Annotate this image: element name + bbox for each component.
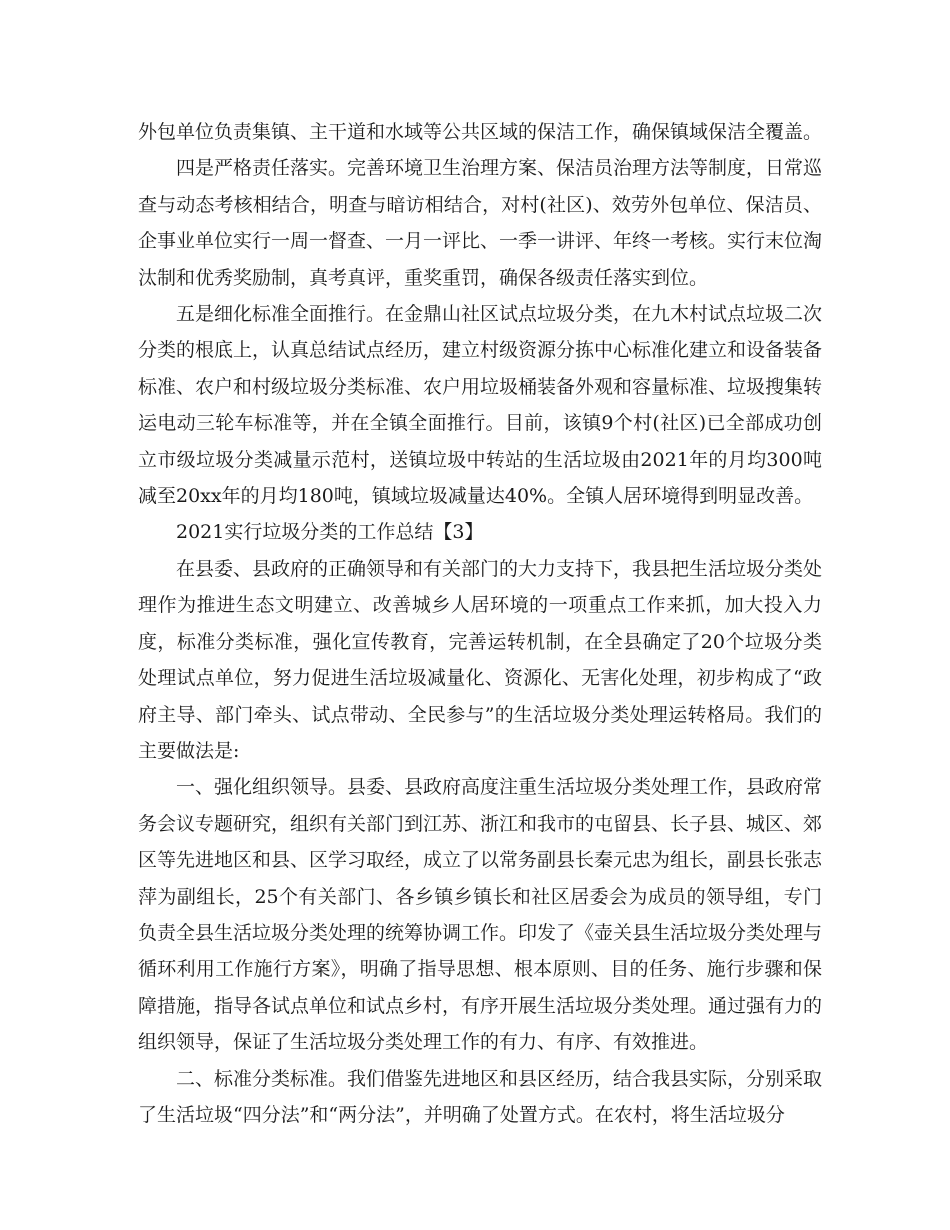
paragraph-classification-standards: 二、标准分类标准。我们借鉴先进地区和县区经历，结合我县实际，分别采取了生活垃圾“四分法”和“两分法”，并明确了处置方式。在农村，将生活垃圾分 xyxy=(138,1067,823,1126)
document-body xyxy=(138,114,822,1133)
paragraph-standards-rollout: 五是细化标准全面推行。在金鼎山社区试点垃圾分类，在九木村试点垃圾二次分类的根底上，认真总结试点经历，建立村级资源分拣中心标准化建立和设备装备标准、农户和村级垃圾分类标准、农户用垃圾桶装备外观和容量标准、垃圾搜集转运电动三轮车标准等，并在全镇全面推行。目前，该镇9个村(社区)已全部成功创立市级垃圾分类减量示范村，送镇垃圾中转站的生活垃圾由2021年的月均300吨减至20xx年的月均180吨，镇域垃圾减量达40%。全镇人居环境得到明显改善。 xyxy=(138,303,823,508)
paragraph-introduction: 在县委、县政府的正确领导和有关部门的大力支持下，我县把生活垃圾分类处理作为推进生态文明建立、改善城乡人居环境的一项重点工作来抓，加大投入力度，标准分类标准，强化宣传教育，完善运转机制，在全县确定了20个垃圾分类处理试点单位，努力促进生活垃圾减量化、资源化、无害化处理，初步构成了“政府主导、部门牵头、试点带动、全民参与”的生活垃圾分类处理运转格局。我们的主要做法是: xyxy=(138,557,823,762)
paragraph-organization: 一、强化组织领导。县委、县政府高度注重生活垃圾分类处理工作，县政府常务会议专题研究，组织有关部门到江苏、浙江和我市的屯留县、长子县、城区、郊区等先进地区和县、区学习取经，成立了以常务副县长秦元忠为组长，副县长张志萍为副组长，25个有关部门、各乡镇乡镇长和社区居委会为成员的领导组，专门负责全县生活垃圾分类处理的统筹协调工作。印发了《壶关县生活垃圾分类处理与循环利用工作施行方案》，明确了指导思想、根本原则、目的任务、施行步骤和保障措施，指导各试点单位和试点乡村，有序开展生活垃圾分类处理。通过强有力的组织领导，保证了生活垃圾分类处理工作的有力、有序、有效推进。 xyxy=(138,776,823,1054)
paragraph-responsibility: 四是严格责任落实。完善环境卫生治理方案、保洁员治理方法等制度，日常巡查与动态考核相结合，明查与暗访相结合，对村(社区)、效劳外包单位、保洁员、企事业单位实行一周一督查、一月一评比、一季一讲评、年终一考核。实行末位淘汰制和优秀奖励制，真考真评，重奖重罚，确保各级责任落实到位。 xyxy=(138,157,823,289)
section-heading: 2021实行垃圾分类的工作总结【3】 xyxy=(176,521,484,544)
paragraph-continuation: 外包单位负责集镇、主干道和水域等公共区域的保洁工作，确保镇域保洁全覆盖。 xyxy=(138,121,823,143)
